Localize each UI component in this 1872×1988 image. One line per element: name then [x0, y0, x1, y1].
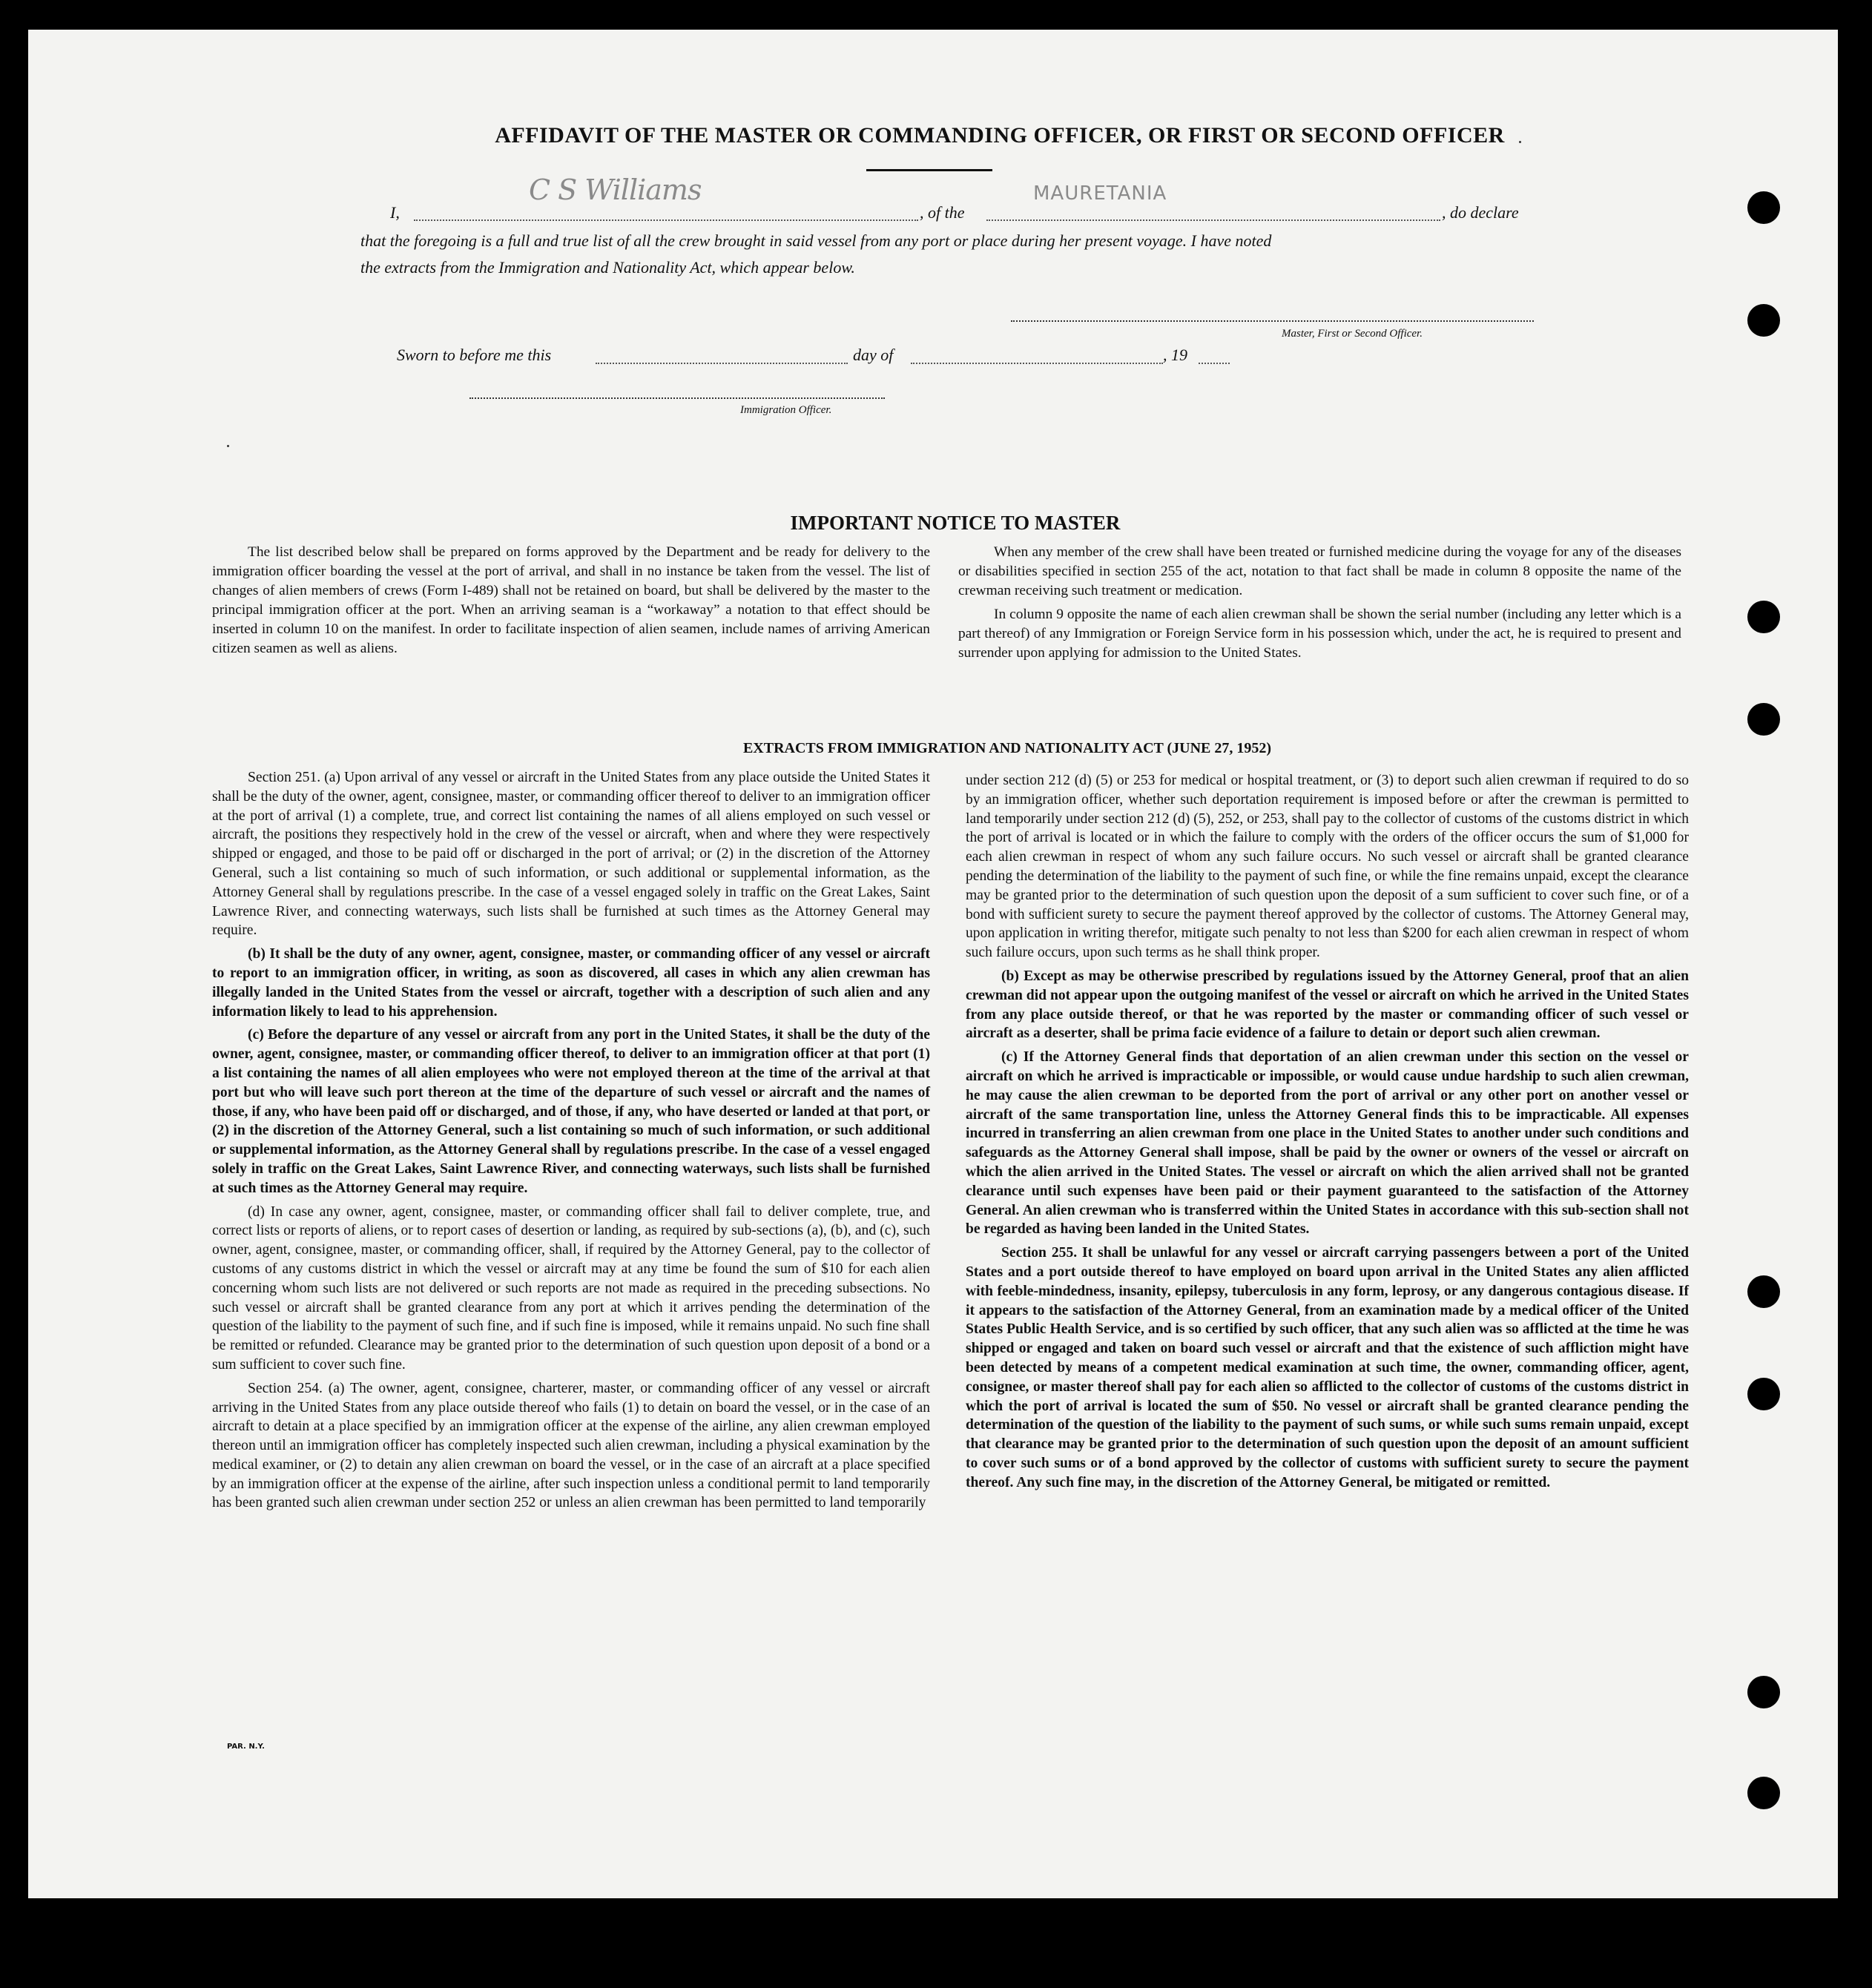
notice-right-paragraph-1: When any member of the crew shall have been treated or furnished medicine during the voyage for any of the diseases or disabilities specified in section 255 of the act, notation to that fact shall be made in column 8 opposite the name of the crewman receiving such treatment or medication.	[958, 544, 1681, 598]
section-254-a: Section 254. (a) The owner, agent, consignee, charterer, master, or commanding officer of any vessel or aircraft arriving in the United States from any place outside thereof who fails (1) to detain on board the vessel, or in the case of an aircraft to detain at a place specified by an immigration officer at the expense of the airline, any alien crewman employed thereon until an immigration officer has completely inspected such alien crewman, including a physical examination by the medical examiner, or (2) to detain any alien crewman on board the vessel, or in the case of an aircraft at a place specified by an immigration officer at the expense of the airline, after such inspection unless a conditional permit to land temporarily has been granted such alien crewman under section 252 or unless an alien crewman has been permitted to land temporarily	[212, 1380, 930, 1511]
section-254-b: (b) Except as may be otherwise prescribed by regulations issued by the Attorney General, proof that an alien crewman did not appear upon the outgoing manifest of the vessel or aircraft on which he arrived in the United States from any place outside thereof, or that he was reported by the master or commanding officer of such vessel or aircraft as a deserter, shall be prima facie evidence of a failure to detain or deport such alien crewman.	[966, 968, 1689, 1042]
extracts-title: EXTRACTS FROM IMMIGRATION AND NATIONALITY ACT (JUNE 27, 1952)	[742, 740, 1272, 756]
year-blank	[1199, 363, 1230, 364]
immigration-officer-caption: Immigration Officer.	[740, 404, 832, 416]
extracts-left-column	[212, 768, 930, 1517]
affidavit-title: AFFIDAVIT OF THE MASTER OR COMMANDING OFFICER, OR FIRST OR SECOND OFFICER	[495, 123, 1505, 148]
punch-hole	[1747, 1275, 1780, 1308]
of-the-label: , of the	[920, 203, 965, 222]
sworn-day-blank	[596, 363, 848, 364]
vessel-blank	[986, 219, 1440, 221]
notice-left-column	[212, 543, 930, 663]
section-255: Section 255. It shall be unlawful for any vessel or aircraft carrying passengers between a port of the United States and a port outside thereof to have employed on board upon arrival in the United States any alien afflicted with feeble-mindedness, insanity, epilepsy, tuberculosis in any form, leprosy, or any dangerous contagious disease. If it appears to the satisfaction of the Attorney General, from an examination made by a medical officer of the United States Public Health Service, and is so certified by such officer, that any such alien was so afflicted at the time he was shipped or engaged and taken on board such vessel or aircraft and that the existence of such affliction might have been detected by means of a competent medical examination at such time, the owner, commanding officer, agent, consignee, or master thereof shall pay for each alien so afflicted to the collector of customs of the customs district in which the port of arrival is located the sum of $50. No vessel or aircraft shall be granted clearance pending the determination of the question of the liability to the payment of such sums, or while such sums remain unpaid, except that clearance may be granted prior to the determination of such question upon the deposit of an amount sufficient to cover such sums or of a bond approved by the collector of customs with sufficient surety to secure the payment thereof. Any such fine may, in the discretion of the Attorney General, be mitigated or remitted.	[966, 1245, 1689, 1490]
i-label: I,	[390, 203, 400, 222]
declaration-line-2: the extracts from the Immigration and Nationality Act, which appear below.	[360, 258, 855, 277]
section-254-c: (c) If the Attorney General finds that deportation of an alien crewman under this section on the vessel or aircraft on which he arrived is impracticable or impossible, or would cause undue hardship to such alien crewman, he may cause the alien crewman to be deported from the port of arrival or any other port on another vessel or aircraft of the same transportation line, unless the Attorney General finds this to be impracticable. All expenses incurred in transferring an alien crewman from one place in the United States to another under such conditions and safeguards as the Attorney General shall impose, shall be paid by the owner or owners of the vessel or aircraft on which the alien arrived in the United States. The vessel or aircraft on which the alien arrived shall not be granted clearance until such expenses have been paid or their payment guaranteed to the satisfaction of the Attorney General. An alien crewman who is transferred within the United States in accordance with this sub-section shall not be regarded as having been landed in the United States.	[966, 1049, 1689, 1238]
notice-left-paragraph: The list described below shall be prepared on forms approved by the Department and be ready for delivery to the immigration officer boarding the vessel at the port of arrival, and shall in no instance be taken from the vessel. The list of changes of alien members of crews (Form I-489) shall not be retained on board, but shall be delivered by the master to the principal immigration officer at the port. When an arriving seaman is a “workaway” a notation to that effect should be inserted in column 10 on the manifest. In order to facilitate inspection of alien seamen, include names of arriving American citizen seamen as well as aliens.	[212, 544, 930, 656]
day-of-label: day of	[853, 346, 894, 364]
officer-signature: C S Williams	[529, 174, 702, 206]
master-signature-line	[1011, 320, 1534, 322]
printer-mark: PAR. N.Y.	[227, 1743, 265, 1751]
immigration-officer-line	[469, 397, 885, 399]
document-page	[28, 30, 1838, 1898]
notice-right-paragraph-2: In column 9 opposite the name of each alien crewman shall be shown the serial number (including any letter which is a part thereof) of any Immigration or Foreign Service form in his possession which, under the act, he is required to present and surrender upon applying for admission to the United States.	[958, 607, 1681, 661]
extracts-right-column	[966, 771, 1689, 1496]
punch-hole	[1747, 191, 1780, 224]
punch-hole	[1747, 1777, 1780, 1809]
year-label: , 19	[1163, 346, 1187, 364]
punch-hole	[1747, 703, 1780, 736]
punch-hole	[1747, 1378, 1780, 1410]
punch-hole	[1747, 1676, 1780, 1708]
declaration-line-1: that the foregoing is a full and true list of all the crew brought in said vessel from any port or place during her present voyage. I have noted	[360, 231, 1272, 250]
sworn-label: Sworn to before me this	[397, 346, 552, 364]
sworn-month-blank	[911, 363, 1163, 364]
section-251-b: (b) It shall be the duty of any owner, agent, consignee, master, or commanding officer of any vessel or aircraft to report to an immigration officer, in writing, as soon as discovered, all cases in which any alien crewman has illegally landed in the United States from the vessel or aircraft, together with a description of such alien and any information likely to lead to his apprehension.	[212, 946, 930, 1020]
vessel-name-stamp: MAURETANIA	[1033, 182, 1167, 205]
title-divider	[866, 169, 992, 171]
section-251-d: (d) In case any owner, agent, consignee, master, or commanding officer shall fail to deliver complete, true, and correct lists or reports of aliens, or to report cases of desertion or landing, as required by sub-sections (a), (b), and (c), such owner, agent, consignee, master, or commanding officer, shall, if required by the Attorney General, pay to the collector of customs of any customs district in which the vessel or aircraft may at any time be found the sum of $10 for each alien concerning whom such lists are not delivered or such reports are not made as required in the preceding subsections. No such vessel or aircraft shall be granted clearance from any port at which it arrives pending the determination of the question of the liability to the payment of such fine, and if such fine is imposed, while it remains unpaid. No such fine shall be remitted or refunded. Clearance may be granted prior to the determination of such question upon deposit of a bond or a sum sufficient to cover such fine.	[212, 1203, 930, 1373]
section-251-a: Section 251. (a) Upon arrival of any vessel or aircraft in the United States from any place outside the United States it shall be the duty of the owner, agent, consignee, master, or commanding officer thereof to deliver to an immigration officer at the port of arrival (1) a complete, true, and correct list containing the names of all aliens employed on such vessel or aircraft, the positions they respectively hold in the crew of the vessel or aircraft, when and where they were respectively shipped or engaged, and those to be paid off or discharged in the port of arrival; or (2) in the discretion of the Attorney General, such a list containing so much of such information, or such additional or supplemental information, as the Attorney General shall by regulations prescribe. In the case of a vessel engaged solely in traffic on the Great Lakes, Saint Lawrence River, and connecting waterways, such lists shall be furnished at such times as the Attorney General may require.	[212, 770, 930, 939]
punch-hole	[1747, 601, 1780, 633]
section-254-a-continued: under section 212 (d) (5) or 253 for medical or hospital treatment, or (3) to deport such alien crewman if required to do so by an immigration officer, whether such deportation requirement is imposed before or after the crewman is permitted to land temporarily under section 212 (d) (5), 252, or 253, shall pay to the collector of customs of the customs district in which the port of arrival is located or in which the failure to comply with the orders of the officer occurs the sum of $1,000 for each alien crewman in respect of whom any such failure occurs. No such vessel or aircraft shall be granted clearance pending the determination of the liability to the payment of such fine, or while the fine remains unpaid, except the clearance may be granted prior to the determination of such question upon the deposit of a sum sufficient to cover such fine, or of a bond with sufficient surety to secure the payment thereof approved by the collector of customs. The Attorney General may, upon application in writing therefor, mitigate such penalty to not less than $200 for each alien crewman in respect of whom such failure occurs, upon such terms as he shall think proper.	[966, 773, 1689, 961]
punch-hole	[1747, 304, 1780, 337]
notice-title: IMPORTANT NOTICE TO MASTER	[790, 512, 1121, 534]
scan-speck	[1519, 141, 1521, 143]
notice-right-column	[958, 543, 1681, 667]
scan-speck	[227, 445, 229, 447]
master-caption: Master, First or Second Officer.	[1282, 328, 1423, 340]
do-declare-label: , do declare	[1442, 203, 1519, 222]
name-blank	[414, 219, 918, 221]
section-251-c: (c) Before the departure of any vessel or aircraft from any port in the United States, it shall be the duty of the owner, agent, consignee, master, or commanding officer thereof, to deliver to an immigration officer at that port (1) a list containing the names of all alien employees who were not employed thereon at the time of the arrival at that port but who will leave such port thereon at the time of the departure of such vessel or aircraft and the names of those, if any, who have been paid off or discharged, and of those, if any, who have deserted or landed at that port, or (2) in the discretion of the Attorney General, such a list containing so much of such information, or such additional or supplemental information, as the Attorney General shall by regulations prescribe. In the case of a vessel engaged solely in traffic on the Great Lakes, Saint Lawrence River, and connecting waterways, such lists shall be furnished at such times as the Attorney General may require.	[212, 1027, 930, 1196]
